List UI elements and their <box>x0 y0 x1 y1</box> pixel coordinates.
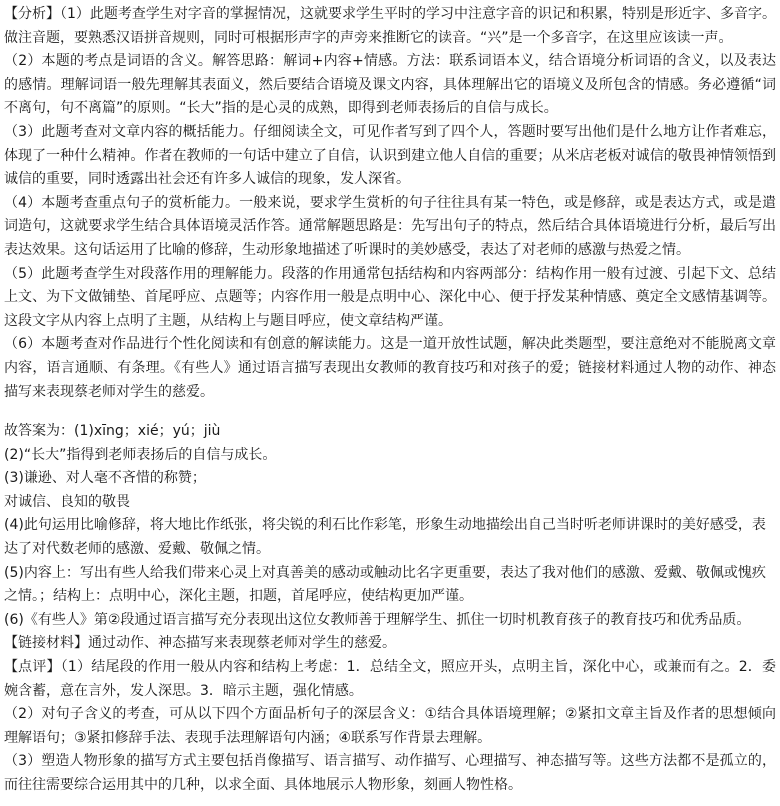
analysis-paragraph-4: （4）本题考查重点句子的赏析能力。一般来说，要求学生赏析的句子往往具有某一特色，或是修辞，或是表达方式，或是遣词造句，这就要求学生结合具体语境灵活作答。通常解题思路是：先写出句子的特点，然后结合具体语境进行分析，最后写出表达效果。这句话运用了比喻的修辞，生动形象地描述了听课时的美妙感受，表达了对老师的感激与热爱之情。 <box>4 194 776 258</box>
comment-paragraph-2: （2）对句子含义的考查，可从以下四个方面品析句子的深层含义：①结合具体语境理解；②紧扣文章主旨及作者的思想倾向理解语句；③紧扣修辞手法、表现手法理解语句内涵；④联系写作背景去理解。 <box>4 706 776 746</box>
comment-paragraph-3: （3）塑造人物形象的描写方式主要包括肖像描写、语言描写、动作描写、心理描写、神态描写等。这些方法都不是孤立的，而往往需要综合运用其中的几种，以求全面、具体地展示人物形象，刻画人物性格。 <box>4 753 776 793</box>
comment-section <box>4 656 776 798</box>
analysis-paragraph-1: 【分析】（1）此题考查学生对字音的掌握情况，这就要求学生平时的学习中注意字音的识记和积累，特别是形近字、多音字。做注音题，要熟悉汉语拼音规则，同时可根据形声字的声旁来推断它的读音。“兴”是一个多音字，在这里应该读一声。 <box>4 6 776 46</box>
answer-section <box>4 420 776 656</box>
answer-4: (4)此句运用比喻修辞，将大地比作纸张，将尖锐的利石比作彩笔，形象生动地描绘出自己当时听老师讲课时的美好感受，表达了对代数老师的感激、爱戴、敬佩之情。 <box>4 517 766 558</box>
answer-2: (2)“长大”指得到老师表扬后的自信与成长。 <box>4 446 277 463</box>
analysis-paragraph-2: （2）本题的考点是词语的含义。解答思路：解词+内容+情感。方法：联系词语本义，结合语境分析词语的含义，以及表达的感情。理解词语一般先理解其表面义，然后要结合语境及课文内容，具体理解出它的语境义及所包含的情感。务必遵循“词不离句，句不离篇”的原则。“长大”指的是心灵的成熟，即得到老师表扬后的自信与成长。 <box>4 53 776 117</box>
answer-1 <box>4 420 776 444</box>
answer-3-line-2: 对诚信、良知的敬畏 <box>4 493 130 510</box>
answer-1-prefix: 故答案为：(1) <box>4 423 94 440</box>
analysis-section <box>4 3 776 404</box>
analysis-paragraph-5: （5）此题考查学生对段落作用的理解能力。段落的作用通常包括结构和内容两部分：结构作用一般有过渡、引起下文、总结上文、为下文做铺垫、首尾呼应、点题等；内容作用一般是点明中心、深化中心、便于抒发某种情感、奠定全文感情基调等。这段文字从内容上点明了主题，从结构上与题目呼应，使文章结构严谨。 <box>4 265 776 329</box>
comment-paragraph-1: 【点评】（1）结尾段的作用一般从内容和结构上考虑：1．总结全文，照应开头，点明主旨，深化中心，或兼而有之。2．委婉含蓄，意在言外，发人深思。3．暗示主题，强化情感。 <box>4 659 776 699</box>
answer-3-line-1: (3)谦逊、对人毫不吝惜的称赞； <box>4 470 206 487</box>
answer-6-line-2: 【链接材料】通过动作、神态描写来表现蔡老师对学生的慈爱。 <box>4 635 396 652</box>
answer-1-pinyin: xīng；xié；yú；jiù <box>93 423 221 440</box>
answer-6-line-1: (6)《有些人》第②段通过语言描写充分表现出这位女教师善于理解学生、抓住一切时机教育孩子的教育技巧和优秀品质。 <box>4 611 751 628</box>
analysis-paragraph-6: （6）本题考查对作品进行个性化阅读和有创意的解读能力。这是一道开放性试题，解决此类题型，要注意绝对不能脱离文章内容，语言通顺、有条理。《有些人》通过语言描写表现出女教师的教育技巧和对孩子的爱；链接材料通过人物的动作、神态描写来表现蔡老师对学生的慈爱。 <box>4 336 776 400</box>
answer-5: (5)内容上：写出有些人给我们带来心灵上对真善美的感动或触动比名字更重要，表达了我对他们的感激、爱戴、敬佩或愧疚之情。；结构上：点明中心，深化主题，扣题，首尾呼应，使结构更加严谨。 <box>4 564 766 605</box>
analysis-paragraph-3: （3）此题考查对文章内容的概括能力。仔细阅读全文，可见作者写到了四个人，答题时要写出他们是什么地方让作者难忘，体现了一种什么精神。作者在教师的一句话中建立了自信，认识到建立他人自信的重要；从米店老板对诚信的敬畏神情领悟到诚信的重要，同时透露出社会还有许多人诚信的现象，发人深省。 <box>4 123 776 188</box>
